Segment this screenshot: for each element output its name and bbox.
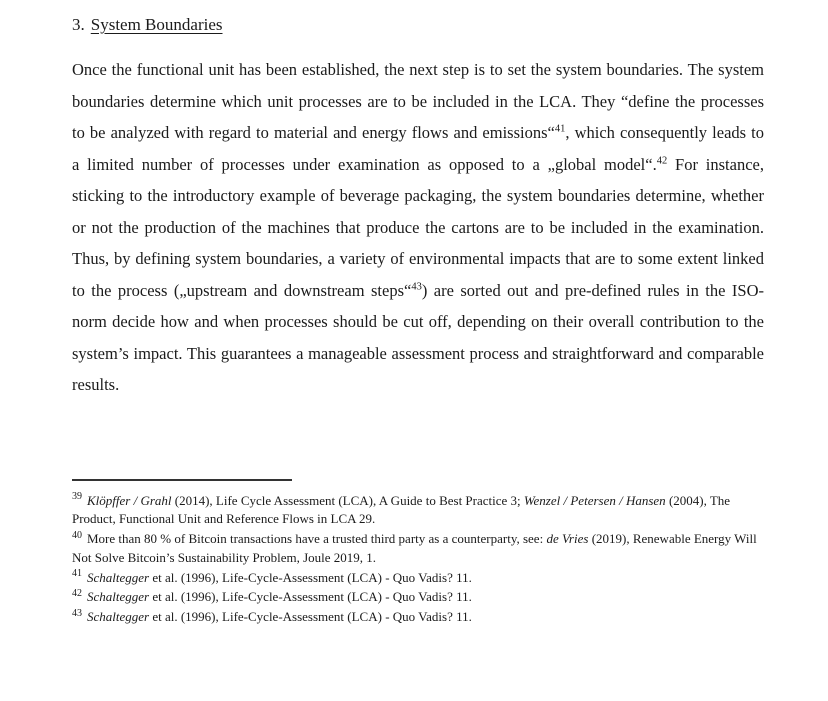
footnote-text: Schaltegger bbox=[87, 609, 150, 625]
footnote-ref-43: 43 bbox=[411, 281, 422, 292]
footnote-text: (2004), The Product, Functional Unit and Reference Flows in LCA 29. bbox=[72, 492, 731, 527]
footnote-ref-41: 41 bbox=[554, 123, 566, 135]
paragraph-text: , which consequently leads to a limited number of processes under examination as opposed to a „global model“. bbox=[72, 123, 764, 174]
footnote-text: (2014), Life Cycle Assessment (LCA), A Guide to Best Practice 3; bbox=[171, 492, 524, 508]
footnote-text: et al. (1996), Life-Cycle-Assessment (LCA) - Quo Vadis? 11. bbox=[149, 569, 472, 585]
body-paragraph bbox=[72, 54, 764, 401]
footnote-text: (2019), Renewable Energy Will Not Solve Bitcoin’s Sustainability Problem, Joule 2019, 1. bbox=[72, 531, 757, 565]
footnote-number: 39 bbox=[72, 491, 82, 503]
footnote-number: 43 bbox=[72, 607, 82, 619]
footnote-43 bbox=[72, 608, 764, 627]
footnotes-section bbox=[72, 492, 764, 628]
footnote-separator bbox=[72, 479, 292, 481]
footnote-40 bbox=[72, 530, 764, 568]
footnote-text: de Vries bbox=[546, 531, 589, 547]
footnote-text: Schaltegger bbox=[87, 569, 150, 585]
footnote-text: Wenzel / Petersen / Hansen bbox=[523, 492, 666, 508]
footnote-ref-42: 42 bbox=[656, 155, 668, 166]
section-title: System Boundaries bbox=[90, 15, 223, 34]
paragraph-text: For instance, sticking to the introductory example of beverage packaging, the system boundaries determine, whether or not the production of the machines that produce the cartons are to be included in the examination. Thus, by defining system boundaries, a variety of environmental impacts that are to some extent linked to the process („upstream and downstream steps“ bbox=[72, 154, 764, 300]
footnote-41 bbox=[72, 569, 764, 588]
footnote-text: Klöpffer / Grahl bbox=[87, 492, 172, 508]
paragraph-text: Once the functional unit has been established, the next step is to set the system boundaries. The system boundaries determine which unit processes are to be included in the LCA. They “define the processes to be analyzed with regard to material and energy flows and emissions“ bbox=[72, 60, 764, 142]
footnote-number: 41 bbox=[72, 568, 82, 580]
footnote-number: 40 bbox=[72, 529, 82, 541]
paragraph-text: ) are sorted out and pre-defined rules in the ISO-norm decide how and when processes should be cut off, depending on their overall contribution to the system’s impact. This guarantees a manageable assessment process and straightforward and comparable results. bbox=[72, 280, 764, 394]
footnote-39 bbox=[72, 492, 764, 530]
footnote-text: et al. (1996), Life-Cycle-Assessment (LCA) - Quo Vadis? 11. bbox=[149, 609, 472, 625]
footnote-number: 42 bbox=[72, 588, 82, 600]
footnote-text: More than 80 % of Bitcoin transactions have a trusted third party as a counterparty, see: bbox=[87, 531, 547, 547]
footnote-42 bbox=[72, 588, 764, 607]
footnote-text: Schaltegger bbox=[87, 589, 150, 605]
footnote-text: et al. (1996), Life-Cycle-Assessment (LCA) - Quo Vadis? 11. bbox=[149, 589, 472, 605]
section-number: 3. bbox=[72, 15, 85, 34]
section-heading bbox=[72, 13, 764, 37]
